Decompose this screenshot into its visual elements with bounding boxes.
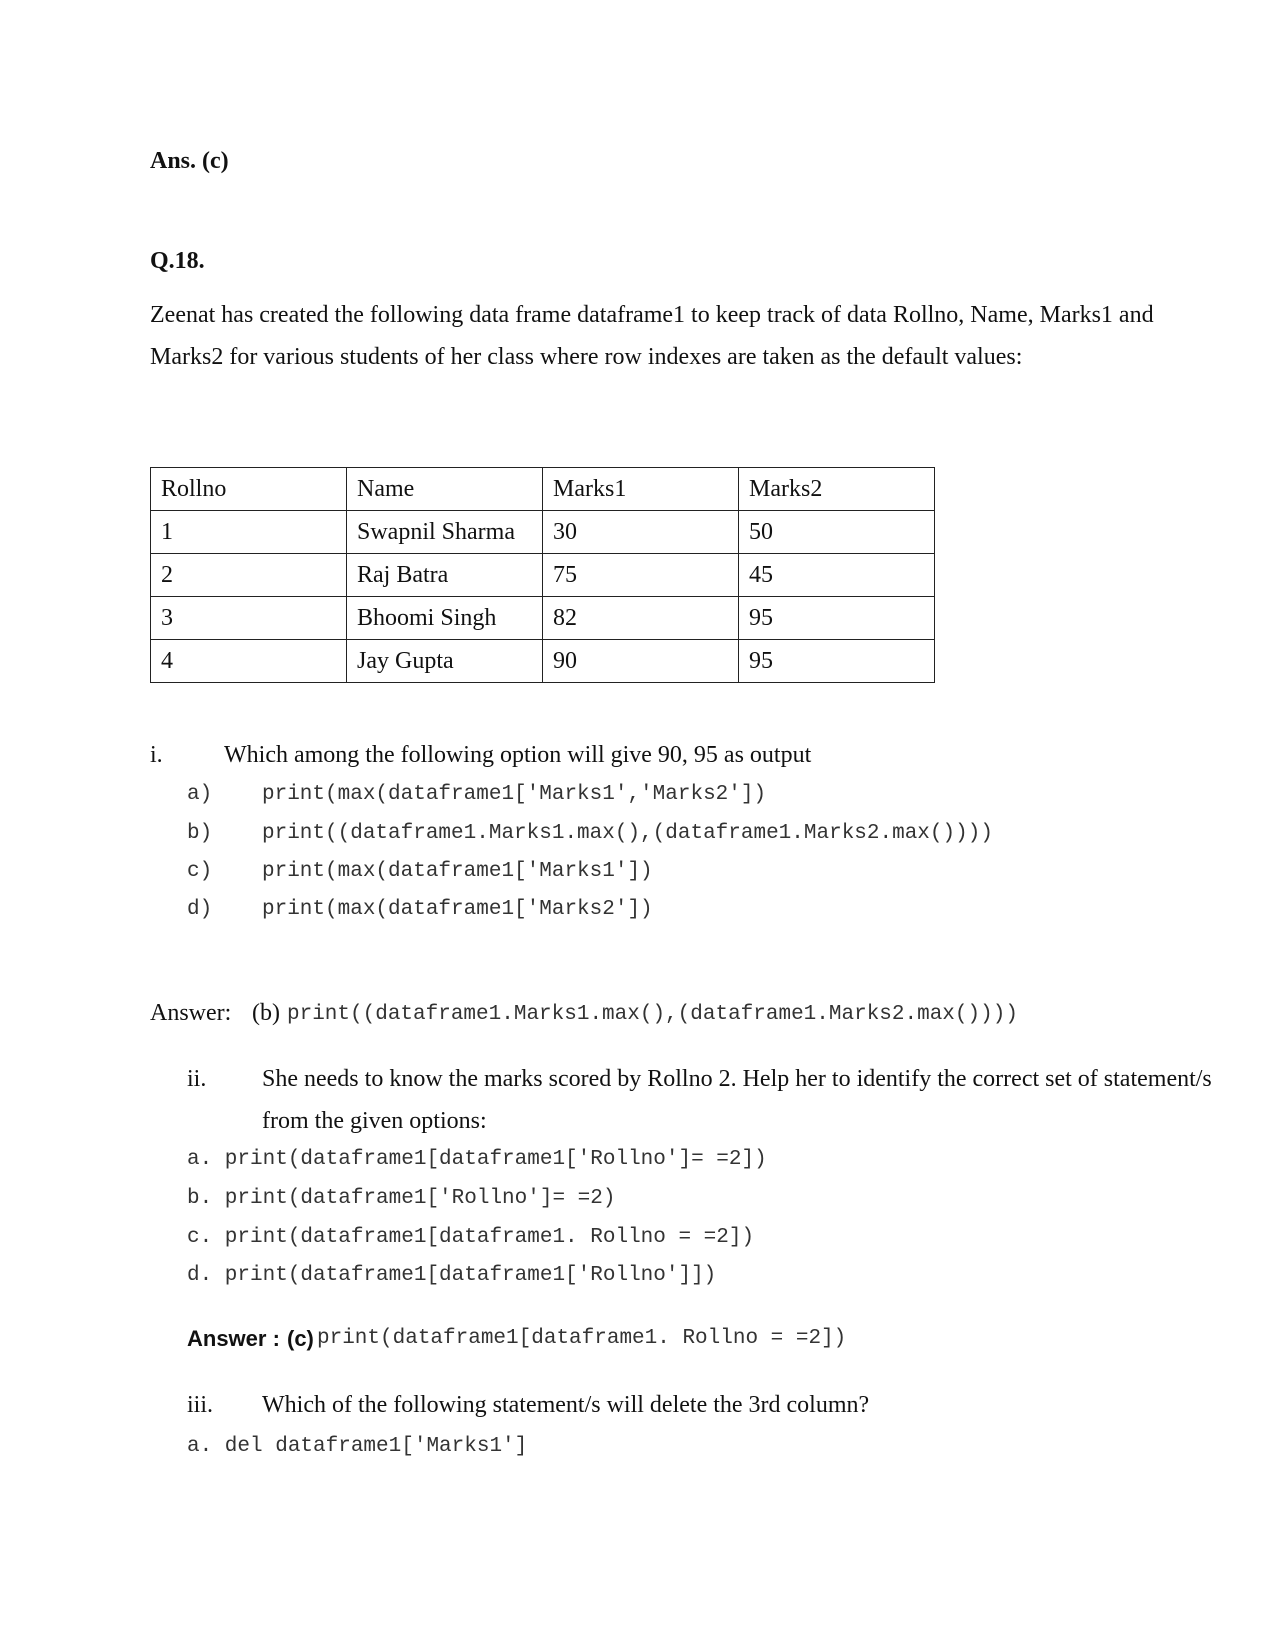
table-cell: 95 bbox=[739, 597, 935, 640]
subquestion-3-text: Which of the following statement/s will delete the 3rd column? bbox=[262, 1392, 870, 1418]
answer-2-choice: (c) bbox=[287, 1326, 314, 1351]
table-cell: 45 bbox=[739, 554, 935, 597]
option-code: print((dataframe1.Marks1.max(),(dataframe1.Marks2.max()))) bbox=[262, 822, 993, 845]
table-cell: 3 bbox=[151, 597, 347, 640]
option-code: a. print(dataframe1[dataframe1['Rollno']= =2]) bbox=[187, 1148, 767, 1171]
subquestion-1-text: Which among the following option will give 90, 95 as output bbox=[224, 742, 812, 768]
table-cell: 1 bbox=[151, 511, 347, 554]
table-row bbox=[151, 511, 935, 554]
answer-2-code: print(dataframe1[dataframe1. Rollno = =2]) bbox=[317, 1327, 847, 1350]
option-label: b) bbox=[187, 822, 213, 845]
table-cell: Bhoomi Singh bbox=[347, 597, 543, 640]
option-code: b. print(dataframe1['Rollno']= =2) bbox=[187, 1187, 616, 1210]
option-code: print(max(dataframe1['Marks1','Marks2']) bbox=[262, 783, 767, 806]
option-code: c. print(dataframe1[dataframe1. Rollno = =2]) bbox=[187, 1226, 755, 1249]
table-header-cell: Marks2 bbox=[739, 468, 935, 511]
question-intro: Zeenat has created the following data frame dataframe1 to keep track of data Rollno, Name, Marks1 and Marks2 for various students of her class where row indexes are taken as the default values: bbox=[150, 302, 1154, 370]
answer-2-label: Answer : bbox=[187, 1326, 280, 1351]
option-code: print(max(dataframe1['Marks2']) bbox=[262, 898, 653, 921]
table-cell: 75 bbox=[543, 554, 739, 597]
table-cell: 82 bbox=[543, 597, 739, 640]
answer-1-label: Answer: bbox=[150, 1000, 232, 1026]
option-code: a. del dataframe1['Marks1'] bbox=[187, 1435, 528, 1458]
table-cell: Jay Gupta bbox=[347, 640, 543, 683]
subquestion-1-number: i. bbox=[150, 742, 163, 768]
dataframe-table bbox=[150, 467, 935, 683]
table-cell: Swapnil Sharma bbox=[347, 511, 543, 554]
option-label: d) bbox=[187, 898, 213, 921]
table-header-cell: Marks1 bbox=[543, 468, 739, 511]
subquestion-3-number: iii. bbox=[187, 1392, 214, 1418]
previous-answer: Ans. (c) bbox=[150, 148, 229, 174]
table-row bbox=[151, 597, 935, 640]
answer-1-choice: (b) bbox=[252, 1000, 280, 1026]
table-cell: 90 bbox=[543, 640, 739, 683]
subquestion-2-text-line1: She needs to know the marks scored by Rollno 2. Help her to identify the correct set of statement/s bbox=[262, 1066, 1212, 1092]
table-cell: 50 bbox=[739, 511, 935, 554]
table-row bbox=[151, 640, 935, 683]
table-cell: 30 bbox=[543, 511, 739, 554]
subquestion-2-number: ii. bbox=[187, 1066, 207, 1092]
table-header-row bbox=[151, 468, 935, 511]
subquestion-2-text-line2: from the given options: bbox=[262, 1108, 487, 1134]
option-label: a) bbox=[187, 783, 213, 806]
option-code: print(max(dataframe1['Marks1']) bbox=[262, 860, 653, 883]
table-row bbox=[151, 554, 935, 597]
table-cell: 95 bbox=[739, 640, 935, 683]
table-header-cell: Name bbox=[347, 468, 543, 511]
option-code: d. print(dataframe1[dataframe1['Rollno']]) bbox=[187, 1264, 717, 1287]
table-cell: 2 bbox=[151, 554, 347, 597]
table-cell: 4 bbox=[151, 640, 347, 683]
answer-1-code: print((dataframe1.Marks1.max(),(dataframe1.Marks2.max()))) bbox=[287, 1003, 1018, 1026]
question-number: Q.18. bbox=[150, 248, 205, 274]
option-label: c) bbox=[187, 860, 213, 883]
table-header-cell: Rollno bbox=[151, 468, 347, 511]
table-cell: Raj Batra bbox=[347, 554, 543, 597]
